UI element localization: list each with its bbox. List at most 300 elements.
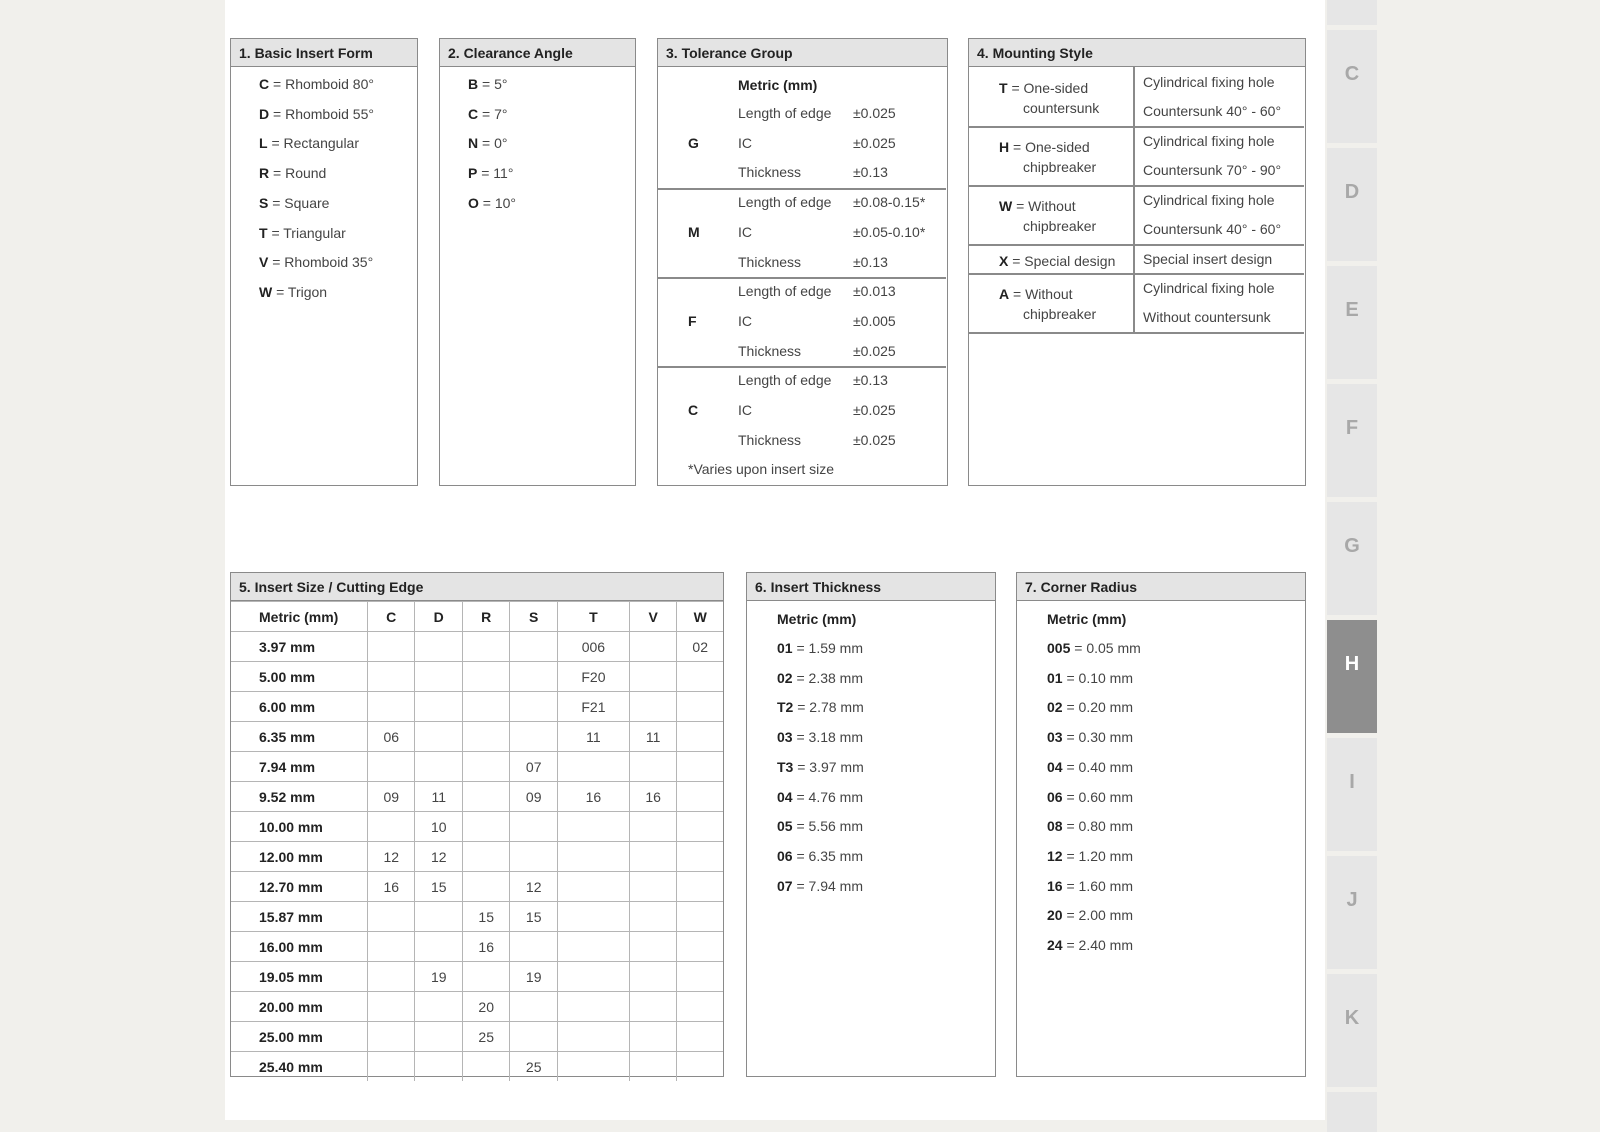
size-cell: 20.00 mm: [231, 992, 368, 1022]
insert-thickness-item: [777, 729, 863, 745]
code-cell: [510, 842, 557, 872]
code-cell: 09: [510, 782, 557, 812]
code-cell: [677, 812, 723, 842]
basic-insert-form-box: [230, 38, 418, 486]
code-cell: [462, 812, 509, 842]
code-description: = 1.20 mm: [1062, 847, 1133, 864]
code-label: 05: [777, 818, 793, 835]
table-row: [231, 962, 723, 992]
code-cell: 25: [462, 1022, 509, 1052]
code-cell: [557, 902, 629, 932]
tolerance-row-label: Length of edge: [738, 372, 832, 389]
table-row: [231, 662, 723, 692]
code-cell: [368, 1052, 415, 1082]
code-cell: [629, 812, 676, 842]
clearance-angle-item: [468, 135, 507, 151]
code-cell: 20: [462, 992, 509, 1022]
code-description: = 0.05 mm: [1070, 640, 1141, 656]
code-cell: 15: [415, 872, 462, 902]
code-cell: [415, 992, 462, 1022]
tolerance-group-code: G: [688, 134, 699, 151]
code-label: L: [259, 135, 268, 152]
code-cell: [368, 932, 415, 962]
code-cell: 19: [510, 962, 557, 992]
thickness-metric-label: Metric (mm): [777, 611, 857, 627]
catalog-page: [225, 0, 1325, 1120]
code-cell: 02: [677, 632, 723, 662]
code-cell: 15: [462, 902, 509, 932]
corner-radius-item: [1047, 848, 1133, 864]
tolerance-row-value: ±0.025: [853, 402, 896, 418]
mounting-style-name-cont: chipbreaker: [1023, 306, 1097, 322]
code-cell: F21: [557, 692, 629, 722]
code-cell: 11: [415, 782, 462, 812]
code-label: 03: [777, 729, 793, 746]
code-cell: [415, 722, 462, 752]
code-cell: [462, 632, 509, 662]
code-description: = 0.20 mm: [1062, 699, 1133, 716]
code-label: W: [999, 198, 1013, 214]
code-description: = Triangular: [267, 224, 346, 241]
code-label: 02: [1047, 699, 1063, 716]
code-label: 12: [1047, 847, 1063, 864]
table-row: [231, 752, 723, 782]
shape-column-header: T: [557, 602, 629, 632]
row-divider: [658, 366, 946, 368]
mounting-style-name-cont: chipbreaker: [1023, 218, 1097, 234]
code-cell: 16: [368, 872, 415, 902]
code-cell: [629, 842, 676, 872]
code-cell: [629, 662, 676, 692]
mounting-style-description: Countersunk 70° - 90°: [1143, 162, 1282, 178]
insert-size-box: [230, 572, 724, 1077]
code-cell: [557, 752, 629, 782]
table-row: [231, 932, 723, 962]
insert-form-item: [259, 135, 359, 151]
code-cell: 07: [510, 752, 557, 782]
code-label: 08: [1047, 818, 1063, 835]
table-row: [231, 992, 723, 1022]
clearance-angle-item: [468, 195, 516, 211]
mounting-style-description: Cylindrical fixing hole: [1143, 133, 1275, 149]
tolerance-row-label: IC: [738, 312, 752, 329]
code-description: = 2.40 mm: [1062, 937, 1133, 953]
code-description: = 0.80 mm: [1062, 818, 1133, 835]
code-description: = 0°: [478, 135, 508, 152]
size-cell: 19.05 mm: [231, 962, 368, 992]
code-cell: [557, 992, 629, 1022]
code-cell: [462, 842, 509, 872]
tolerance-row-label: Thickness: [738, 164, 802, 181]
mounting-style-name: = One-sided: [1009, 139, 1090, 155]
section-tab-h[interactable]: H: [1327, 620, 1377, 733]
code-cell: [415, 662, 462, 692]
code-cell: 25: [510, 1052, 557, 1082]
row-divider: [658, 188, 946, 190]
code-cell: [629, 932, 676, 962]
tolerance-group-code: F: [688, 312, 697, 329]
tolerance-metric-label: Metric (mm): [738, 77, 818, 93]
code-label: 06: [1047, 788, 1063, 805]
code-label: 06: [777, 847, 793, 864]
mounting-style-name: = Without: [1012, 198, 1076, 214]
insert-form-item: [259, 195, 329, 211]
radius-metric-label: Metric (mm): [1047, 611, 1127, 627]
code-cell: [677, 662, 723, 692]
insert-form-item: [259, 165, 326, 181]
code-cell: [629, 1052, 676, 1082]
tolerance-row-value: ±0.08-0.15*: [853, 194, 926, 211]
code-description: = 0.30 mm: [1062, 729, 1133, 746]
tolerance-group-code: C: [688, 402, 699, 418]
code-cell: [557, 932, 629, 962]
code-cell: [415, 1022, 462, 1052]
tolerance-row-value: ±0.13: [853, 253, 888, 270]
section-tab-stub: [1327, 0, 1377, 25]
mounting-style-description: Countersunk 40° - 60°: [1143, 103, 1282, 119]
code-cell: [510, 812, 557, 842]
size-cell: 12.00 mm: [231, 842, 368, 872]
row-divider: [969, 185, 1304, 187]
code-cell: 10: [415, 812, 462, 842]
code-label: H: [999, 139, 1010, 155]
clearance-angle-item: [468, 76, 507, 92]
table-row: [231, 692, 723, 722]
code-cell: 11: [557, 722, 629, 752]
insert-thickness-item: [777, 789, 863, 805]
code-description: = 7.94 mm: [792, 877, 863, 894]
code-label: B: [468, 76, 479, 92]
code-cell: [415, 632, 462, 662]
code-label: 005: [1047, 640, 1071, 656]
table-row: [231, 902, 723, 932]
code-cell: [629, 962, 676, 992]
mounting-style-name-cont: chipbreaker: [1023, 159, 1097, 175]
size-cell: 3.97 mm: [231, 632, 368, 662]
code-label: P: [468, 165, 478, 182]
code-label: R: [259, 165, 270, 182]
insert-thickness-item: [777, 878, 863, 894]
code-label: 24: [1047, 937, 1063, 953]
section-tab-j[interactable]: J: [1327, 856, 1377, 969]
code-description: = Trigon: [272, 283, 328, 300]
code-description: = 1.60 mm: [1062, 877, 1133, 894]
tolerance-row-value: ±0.013: [853, 283, 896, 300]
code-label: W: [259, 283, 273, 300]
code-description: = 2.78 mm: [793, 699, 864, 716]
code-description: = Rhomboid 35°: [268, 254, 374, 271]
insert-thickness-box: [746, 572, 996, 1077]
mounting-style-description: Cylindrical fixing hole: [1143, 74, 1275, 90]
code-description: = Rhomboid 80°: [269, 76, 374, 92]
tolerance-row-label: IC: [738, 223, 752, 240]
table-row: [231, 782, 723, 812]
mounting-style-name: = One-sided: [1007, 80, 1089, 96]
section-tab-d[interactable]: D: [1327, 148, 1377, 261]
code-cell: [462, 1052, 509, 1082]
shape-column-header: R: [462, 602, 509, 632]
code-cell: [510, 632, 557, 662]
code-cell: F20: [557, 662, 629, 692]
code-cell: [415, 692, 462, 722]
code-label: T2: [777, 699, 794, 716]
section-tab-i[interactable]: I: [1327, 738, 1377, 851]
code-cell: 16: [462, 932, 509, 962]
tolerance-row-label: Thickness: [738, 253, 802, 270]
section-tab-f[interactable]: F: [1327, 384, 1377, 497]
code-label: 16: [1047, 877, 1063, 894]
corner-radius-item: [1047, 878, 1133, 894]
code-cell: [510, 1022, 557, 1052]
code-cell: [510, 992, 557, 1022]
code-cell: [677, 872, 723, 902]
mounting-style-title: 4. Mounting Style: [969, 39, 1305, 67]
code-cell: [677, 932, 723, 962]
mounting-style-description: Countersunk 40° - 60°: [1143, 221, 1282, 237]
insert-thickness-item: [777, 818, 863, 834]
size-cell: 9.52 mm: [231, 782, 368, 812]
tolerance-row-value: ±0.025: [853, 134, 896, 151]
corner-radius-item: [1047, 699, 1133, 715]
code-cell: 06: [368, 722, 415, 752]
code-cell: 006: [557, 632, 629, 662]
code-cell: [462, 722, 509, 752]
insert-form-item: [259, 254, 373, 270]
code-cell: [557, 872, 629, 902]
code-label: 20: [1047, 907, 1063, 924]
table-row: [231, 842, 723, 872]
code-cell: [368, 902, 415, 932]
tolerance-row-label: Length of edge: [738, 194, 832, 211]
mounting-style-description: Without countersunk: [1143, 309, 1271, 325]
insert-thickness-item: [777, 848, 863, 864]
code-cell: [510, 932, 557, 962]
code-label: 04: [777, 788, 793, 805]
corner-radius-item: [1047, 759, 1133, 775]
code-description: = Rhomboid 55°: [269, 105, 374, 122]
corner-radius-item: [1047, 640, 1141, 656]
code-description: = 0.60 mm: [1062, 788, 1133, 805]
mounting-style-code: [999, 137, 1096, 177]
code-label: V: [259, 254, 269, 271]
tolerance-row-label: IC: [738, 402, 752, 418]
mounting-style-name: = Special design: [1008, 253, 1116, 269]
code-cell: [415, 932, 462, 962]
size-cell: 25.40 mm: [231, 1052, 368, 1082]
shape-column-header: W: [677, 602, 723, 632]
code-description: = 7°: [478, 105, 508, 122]
code-description: = Round: [269, 165, 327, 182]
section-tab-c[interactable]: C: [1327, 30, 1377, 143]
code-label: C: [259, 76, 270, 92]
code-cell: [629, 692, 676, 722]
code-cell: [368, 992, 415, 1022]
code-description: = 0.10 mm: [1062, 669, 1133, 686]
code-cell: [368, 1022, 415, 1052]
code-description: = 2.38 mm: [792, 669, 863, 686]
corner-radius-item: [1047, 907, 1133, 923]
code-cell: [677, 752, 723, 782]
code-cell: [415, 752, 462, 782]
code-cell: [677, 842, 723, 872]
table-row: [231, 1052, 723, 1082]
code-cell: 11: [629, 722, 676, 752]
code-label: T3: [777, 758, 794, 775]
tolerance-row-value: ±0.025: [853, 342, 896, 359]
corner-radius-item: [1047, 670, 1133, 686]
tolerance-row-value: ±0.005: [853, 312, 896, 329]
code-description: = 1.59 mm: [792, 640, 863, 656]
mounting-style-name-cont: countersunk: [1023, 100, 1100, 116]
corner-radius-title: 7. Corner Radius: [1017, 573, 1305, 601]
shape-column-header: V: [629, 602, 676, 632]
tolerance-group-code: M: [688, 223, 700, 240]
shape-column-header: C: [368, 602, 415, 632]
code-cell: [557, 1052, 629, 1082]
code-description: = 3.97 mm: [793, 758, 864, 775]
size-cell: 15.87 mm: [231, 902, 368, 932]
clearance-angle-box: [439, 38, 636, 486]
code-cell: [415, 1052, 462, 1082]
size-cell: 25.00 mm: [231, 1022, 368, 1052]
insert-thickness-item: [777, 640, 863, 656]
code-cell: [557, 812, 629, 842]
row-divider: [969, 332, 1304, 334]
code-description: = 2.00 mm: [1062, 907, 1133, 924]
basic-insert-form-title: 1. Basic Insert Form: [231, 39, 417, 67]
row-divider: [658, 277, 946, 279]
mounting-style-code: [999, 196, 1096, 236]
tolerance-row-value: ±0.025: [853, 431, 896, 448]
mounting-style-code: [999, 251, 1115, 271]
code-cell: [462, 782, 509, 812]
code-description: = 4.76 mm: [792, 788, 863, 805]
code-cell: [629, 992, 676, 1022]
table-row: [231, 722, 723, 752]
code-label: 01: [777, 640, 793, 656]
tolerance-row-label: Thickness: [738, 342, 802, 359]
code-label: X: [999, 253, 1009, 269]
tolerance-row-label: Length of edge: [738, 105, 832, 121]
code-cell: [629, 872, 676, 902]
code-cell: [368, 752, 415, 782]
code-description: = Rectangular: [267, 135, 360, 152]
tolerance-row-label: IC: [738, 134, 752, 151]
insert-thickness-item: [777, 759, 864, 775]
code-cell: [368, 692, 415, 722]
code-cell: [368, 632, 415, 662]
size-cell: 12.70 mm: [231, 872, 368, 902]
code-cell: 16: [557, 782, 629, 812]
tolerance-group-title: 3. Tolerance Group: [658, 39, 947, 67]
size-cell: 7.94 mm: [231, 752, 368, 782]
section-tabs: [1327, 0, 1377, 1120]
code-cell: [629, 752, 676, 782]
column-divider: [1133, 67, 1135, 332]
tolerance-row-value: ±0.05-0.10*: [853, 223, 926, 240]
table-row: [231, 1022, 723, 1052]
tolerance-row-value: ±0.025: [853, 105, 896, 121]
tolerance-row-value: ±0.13: [853, 164, 888, 181]
insert-size-header-row: [231, 602, 723, 632]
code-label: 03: [1047, 729, 1063, 746]
code-label: 02: [777, 669, 793, 686]
code-cell: [629, 902, 676, 932]
code-label: C: [468, 105, 479, 122]
code-label: 01: [1047, 669, 1063, 686]
tolerance-row-label: Thickness: [738, 431, 802, 448]
clearance-angle-item: [468, 165, 513, 181]
corner-radius-item: [1047, 937, 1133, 953]
shape-column-header: S: [510, 602, 557, 632]
code-cell: [510, 692, 557, 722]
section-tab-e[interactable]: E: [1327, 266, 1377, 379]
row-divider: [969, 244, 1304, 246]
code-label: T: [999, 80, 1008, 96]
corner-radius-item: [1047, 818, 1133, 834]
code-cell: [677, 722, 723, 752]
insert-size-title: 5. Insert Size / Cutting Edge: [231, 573, 723, 601]
row-divider: [969, 273, 1304, 275]
code-cell: [677, 1022, 723, 1052]
code-label: T: [259, 224, 268, 241]
code-cell: [557, 842, 629, 872]
size-cell: 6.35 mm: [231, 722, 368, 752]
insert-thickness-item: [777, 699, 864, 715]
mounting-style-description: Cylindrical fixing hole: [1143, 192, 1275, 208]
table-row: [231, 812, 723, 842]
code-label: O: [468, 194, 479, 211]
code-cell: [510, 662, 557, 692]
insert-thickness-item: [777, 670, 863, 686]
clearance-angle-title: 2. Clearance Angle: [440, 39, 635, 67]
mounting-style-box: [968, 38, 1306, 486]
mounting-style-code: [999, 284, 1096, 324]
code-cell: [510, 722, 557, 752]
size-cell: 10.00 mm: [231, 812, 368, 842]
size-cell: 16.00 mm: [231, 932, 368, 962]
section-tab-k[interactable]: K: [1327, 974, 1377, 1087]
code-cell: [677, 1052, 723, 1082]
code-cell: [677, 692, 723, 722]
size-cell: 5.00 mm: [231, 662, 368, 692]
code-label: S: [259, 194, 269, 211]
corner-radius-item: [1047, 789, 1133, 805]
insert-form-item: [259, 76, 374, 92]
tolerance-row-label: Length of edge: [738, 283, 832, 300]
code-cell: [557, 962, 629, 992]
code-cell: [677, 902, 723, 932]
code-cell: [462, 962, 509, 992]
code-cell: 16: [629, 782, 676, 812]
section-tab-g[interactable]: G: [1327, 502, 1377, 615]
code-cell: [415, 902, 462, 932]
mounting-style-description: Special insert design: [1143, 251, 1273, 267]
row-divider: [969, 126, 1304, 128]
code-cell: 09: [368, 782, 415, 812]
corner-radius-item: [1047, 729, 1133, 745]
size-cell: 6.00 mm: [231, 692, 368, 722]
code-description: = 6.35 mm: [792, 847, 863, 864]
corner-radius-box: [1016, 572, 1306, 1077]
code-cell: [368, 812, 415, 842]
insert-form-item: [259, 225, 346, 241]
code-label: D: [259, 105, 270, 122]
code-description: = 5.56 mm: [792, 818, 863, 835]
mounting-style-name: = Without: [1009, 286, 1073, 302]
code-cell: [629, 632, 676, 662]
insert-form-item: [259, 284, 327, 300]
